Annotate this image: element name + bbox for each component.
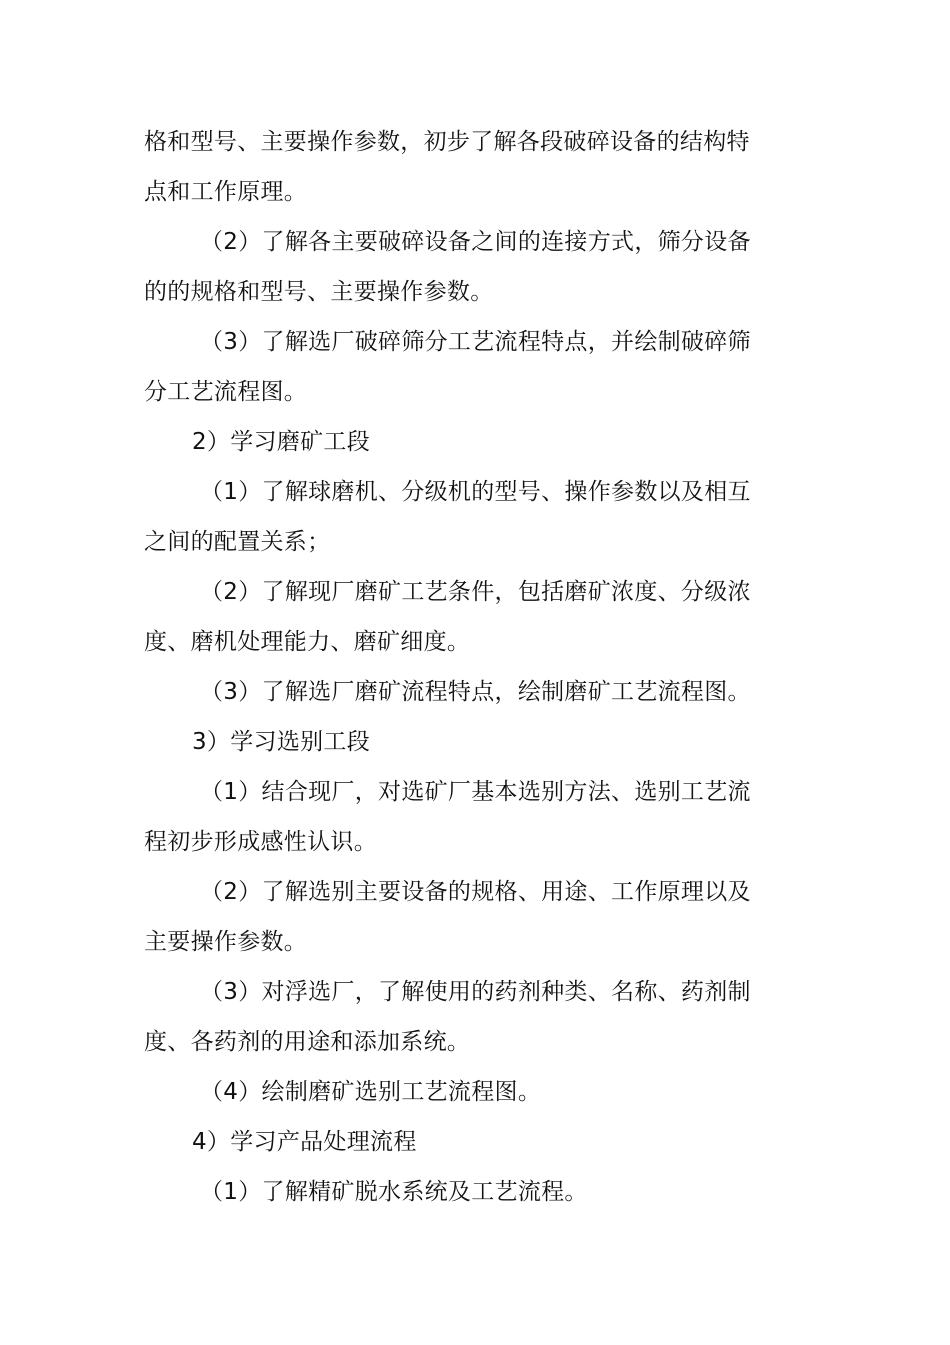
section-heading: 3）学习选别工段 [192,729,371,755]
text-line: （1）结合现厂，对选矿厂基本选别方法、选别工艺流 [200,779,751,805]
text-line: （3）了解选厂破碎筛分工艺流程特点，并绘制破碎筛 [200,329,751,355]
section-heading: 4）学习产品处理流程 [192,1129,417,1155]
text-line: 主要操作参数。 [144,929,308,955]
text-line: （1）了解精矿脱水系统及工艺流程。 [200,1179,588,1205]
text-line: 度、磨机处理能力、磨矿细度。 [144,629,471,655]
text-line: （2）了解现厂磨矿工艺条件，包括磨矿浓度、分级浓 [200,579,751,605]
text-line: 度、各药剂的用途和添加系统。 [144,1029,471,1055]
text-line: 分工艺流程图。 [144,379,308,405]
text-line: （2）了解选别主要设备的规格、用途、工作原理以及 [200,879,751,905]
text-line: 格和型号、主要操作参数，初步了解各段破碎设备的结构特 [144,129,750,155]
text-line: （3）了解选厂磨矿流程特点，绘制磨矿工艺流程图。 [200,679,751,705]
text-line: 程初步形成感性认识。 [144,829,377,855]
text-line: （3）对浮选厂，了解使用的药剂种类、名称、药剂制 [200,979,751,1005]
text-line: 之间的配置关系； [144,529,331,555]
text-line: 的的规格和型号、主要操作参数。 [144,279,494,305]
text-line: （2）了解各主要破碎设备之间的连接方式，筛分设备 [200,229,751,255]
text-line: （1）了解球磨机、分级机的型号、操作参数以及相互 [200,479,751,505]
text-line: 点和工作原理。 [144,179,308,205]
section-heading: 2）学习磨矿工段 [192,429,371,455]
text-line: （4）绘制磨矿选别工艺流程图。 [200,1079,542,1105]
